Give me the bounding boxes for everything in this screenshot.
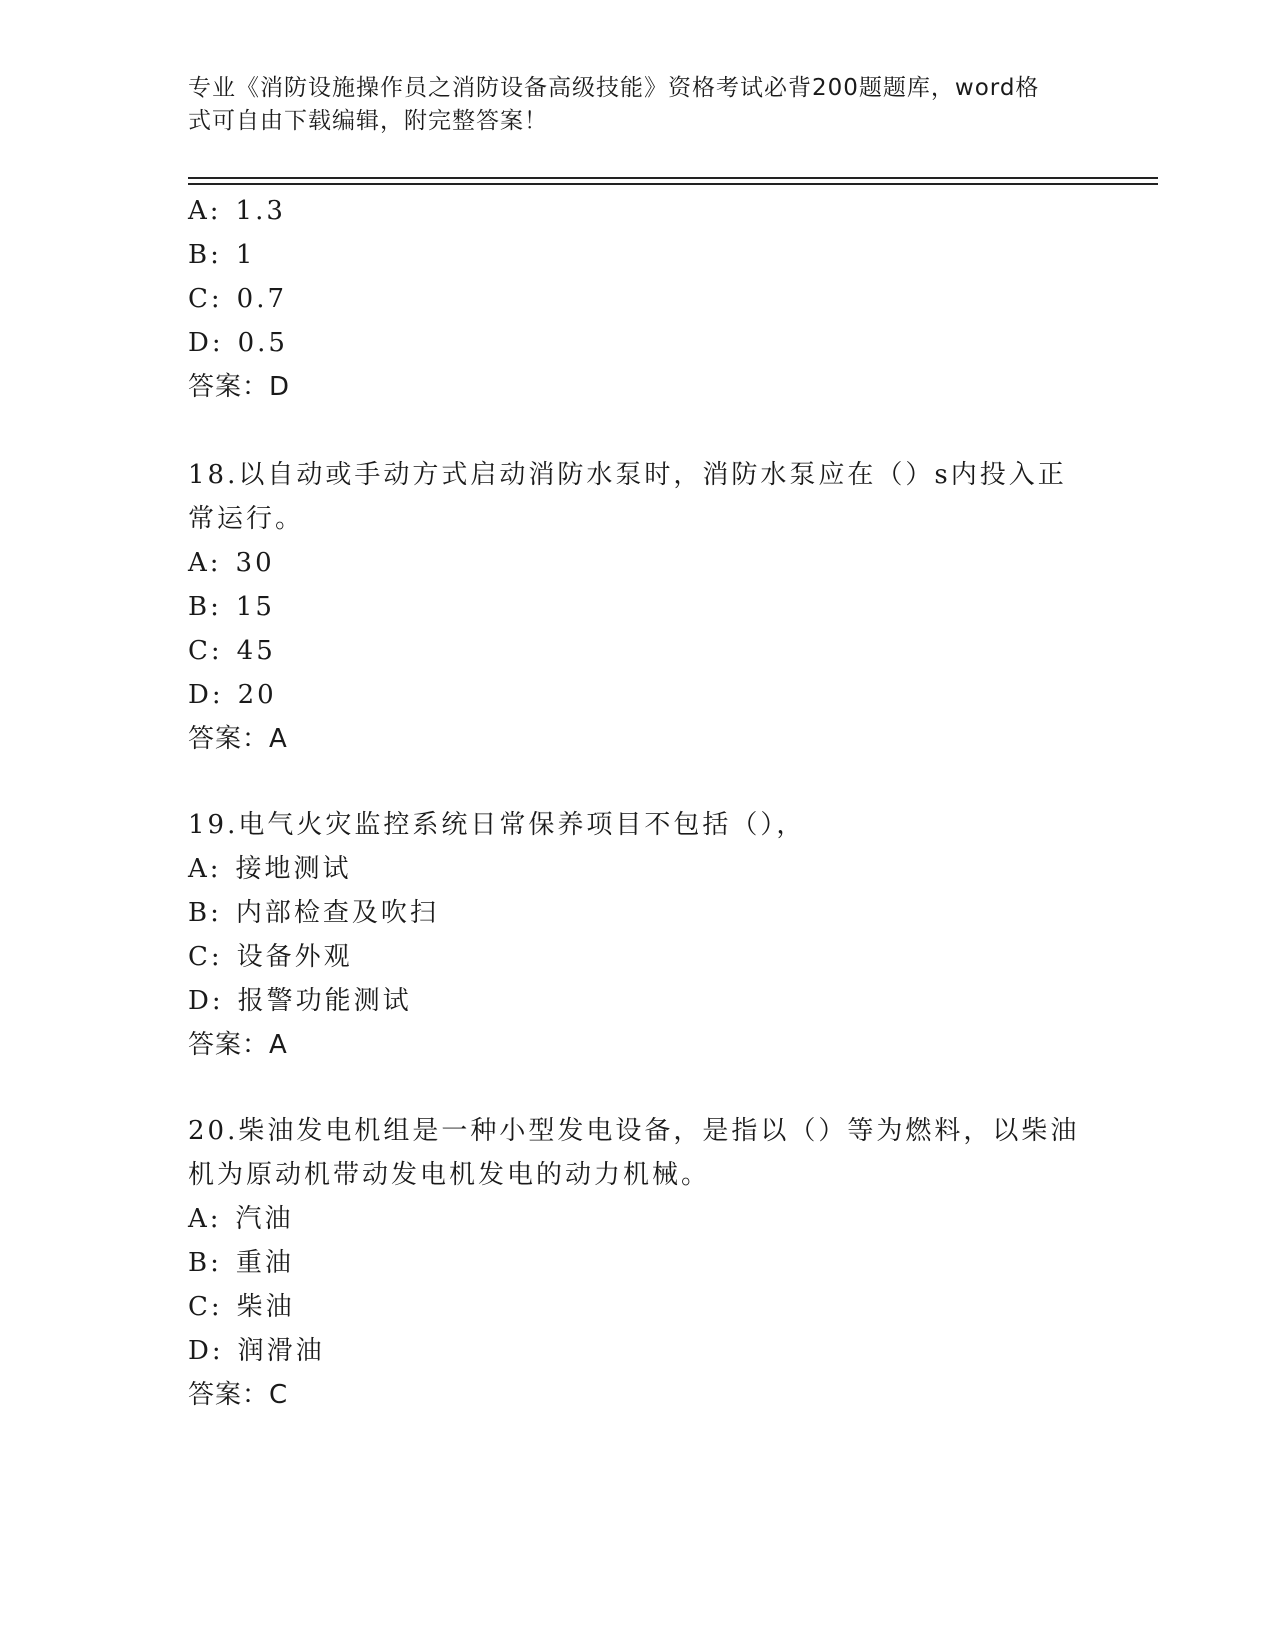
q18-stem-line-2: 常运行。 [188,504,305,534]
q18-option-d: D: 20 [188,680,277,710]
q18-option-a: A: 30 [188,548,275,578]
q19-option-c: C: 设备外观 [188,942,353,972]
document-header [188,72,1068,138]
q20-option-d: D: 润滑油 [188,1336,325,1366]
q17-option-a: A: 1.3 [188,196,286,226]
q19-answer: 答案：A [188,1030,288,1060]
q20-option-b: B: 重油 [188,1248,294,1278]
q20-option-a: A: 汽油 [188,1204,294,1234]
header-rule-top [188,177,1158,179]
header-line-2: 式可自由下载编辑，附完整答案！ [188,108,548,134]
q17-answer: 答案：D [188,372,291,402]
q20-stem-line-1: 20.柴油发电机组是一种小型发电设备，是指以（）等为燃料，以柴油 [188,1116,1080,1146]
q19-option-d: D: 报警功能测试 [188,986,412,1016]
header-rule-bottom [188,183,1158,185]
q18-option-b: B: 15 [188,592,275,622]
q17-option-b: B: 1 [188,240,256,270]
q20-stem-line-2: 机为原动机带动发电机发电的动力机械。 [188,1160,711,1190]
q19-option-a: A: 接地测试 [188,854,352,884]
q17-option-d: D: 0.5 [188,328,288,358]
q20-option-c: C: 柴油 [188,1292,295,1322]
q18-stem-line-1: 18.以自动或手动方式启动消防水泵时，消防水泵应在（）s内投入正 [188,460,1067,490]
q17-option-c: C: 0.7 [188,284,288,314]
q19-stem-line-1: 19.电气火灾监控系统日常保养项目不包括（）， [188,810,806,840]
q20-answer: 答案：C [188,1380,289,1410]
q18-option-c: C: 45 [188,636,276,666]
q19-option-b: B: 内部检查及吹扫 [188,898,439,928]
q18-answer: 答案：A [188,724,288,754]
header-line-1: 专业《消防设施操作员之消防设备高级技能》资格考试必背200题题库，word格 [188,75,1040,101]
